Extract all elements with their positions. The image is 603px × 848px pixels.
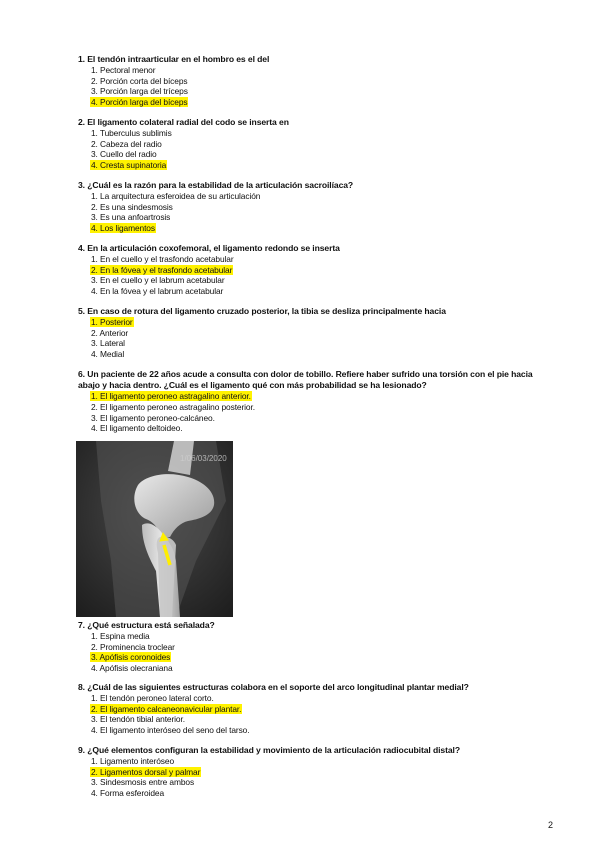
option: 4. El ligamento interóseo del seno del tarso. [91, 724, 250, 735]
question-title: 1. El tendón intraarticular en el hombro es el del [78, 54, 270, 64]
question-8 [78, 682, 540, 736]
option-highlighted: 4. Cresta supinatoria [91, 159, 167, 170]
option-highlighted: 2. Ligamentos dorsal y palmar [91, 766, 201, 777]
option-highlighted: 4. Porción larga del bíceps [91, 96, 188, 107]
option-highlighted: 1. El ligamento peroneo astragalino anterior. [91, 391, 251, 402]
question-title: 2. El ligamento colateral radial del codo se inserta en [78, 117, 289, 127]
option-list [78, 756, 540, 798]
question-title: 7. ¿Qué estructura está señalada? [78, 620, 215, 630]
question-6 [78, 369, 540, 434]
option: 2. Porción corta del bíceps [91, 75, 188, 86]
option-highlighted: 3. Apófisis coronoides [91, 652, 171, 663]
option: 4. Apófisis olecraniana [91, 662, 173, 673]
option: 1. Tuberculus sublimis [91, 128, 172, 139]
option-highlighted: 2. El ligamento calcaneonavicular plantar. [91, 703, 242, 714]
question-4 [78, 243, 538, 297]
option: 4. En la fóvea y el labrum acetabular [91, 285, 224, 296]
option: 1. Espina media [91, 631, 150, 642]
question-title: 9. ¿Qué elementos configuran la estabilidad y movimiento de la articulación radiocubital distal? [78, 745, 460, 755]
option-highlighted: 4. Los ligamentos [91, 222, 155, 233]
option: 3. Porción larga del tríceps [91, 86, 188, 97]
option-list [78, 391, 540, 433]
option-list [78, 631, 538, 673]
option: 1. Ligamento interóseo [91, 756, 175, 767]
question-title: 6. Un paciente de 22 años acude a consulta con dolor de tobillo. Refiere haber sufrido una torsión con el pie hacia abajo y hacia dentro. ¿Cuál es el ligamento qué con más probabilidad se ha lesionado? [78, 369, 533, 391]
option: 4. El ligamento deltoideo. [91, 423, 183, 434]
elbow-xray-image [76, 441, 233, 617]
option-list [78, 254, 538, 296]
option: 1. Pectoral menor [91, 65, 156, 76]
option: 3. Es una anfoartrosis [91, 212, 171, 223]
option-list [78, 317, 538, 359]
option-list [78, 191, 538, 233]
option: 1. El tendón peroneo lateral corto. [91, 693, 214, 704]
option: 3. Sindesmosis entre ambos [91, 777, 195, 788]
question-title: 8. ¿Cuál de las siguientes estructuras colabora en el soporte del arco longitudinal plantar medial? [78, 682, 469, 692]
option-highlighted: 2. En la fóvea y el trasfondo acetabular [91, 264, 233, 275]
option: 4. Medial [91, 348, 125, 359]
xray-date-stamp: 1/06/03/2020 [180, 454, 227, 463]
option: 1. La arquitectura esferoidea de su articulación [91, 191, 261, 202]
question-9 [78, 745, 540, 799]
option: 2. Es una sindesmosis [91, 201, 173, 212]
question-title: 5. En caso de rotura del ligamento cruzado posterior, la tibia se desliza principalmente hacia [78, 306, 446, 316]
option: 4. Forma esferoidea [91, 787, 165, 798]
question-title: 4. En la articulación coxofemoral, el ligamento redondo se inserta [78, 243, 340, 253]
xray-drawing [76, 441, 233, 617]
option: 3. El tendón tibial anterior. [91, 714, 185, 725]
option-list [78, 693, 540, 735]
option: 1. En el cuello y el trasfondo acetabular [91, 254, 234, 265]
option: 3. Cuello del radio [91, 149, 157, 160]
option: 3. En el cuello y el labrum acetabular [91, 275, 225, 286]
option-list [78, 65, 538, 107]
option-highlighted: 1. Posterior [91, 317, 133, 328]
option: 3. El ligamento peroneo-calcáneo. [91, 412, 215, 423]
page-number: 2 [548, 820, 554, 830]
question-1 [78, 54, 538, 108]
option: 3. Lateral [91, 338, 125, 349]
option: 2. Anterior [91, 327, 129, 338]
option-list [78, 128, 538, 170]
option: 2. El ligamento peroneo astragalino posterior. [91, 402, 255, 412]
question-2 [78, 117, 538, 171]
question-title: 3. ¿Cuál es la razón para la estabilidad de la articulación sacroilíaca? [78, 180, 354, 190]
question-7 [78, 620, 538, 674]
question-3 [78, 180, 538, 234]
question-5 [78, 306, 538, 360]
option: 2. Prominencia troclear [91, 641, 175, 652]
option: 2. Cabeza del radio [91, 138, 162, 149]
